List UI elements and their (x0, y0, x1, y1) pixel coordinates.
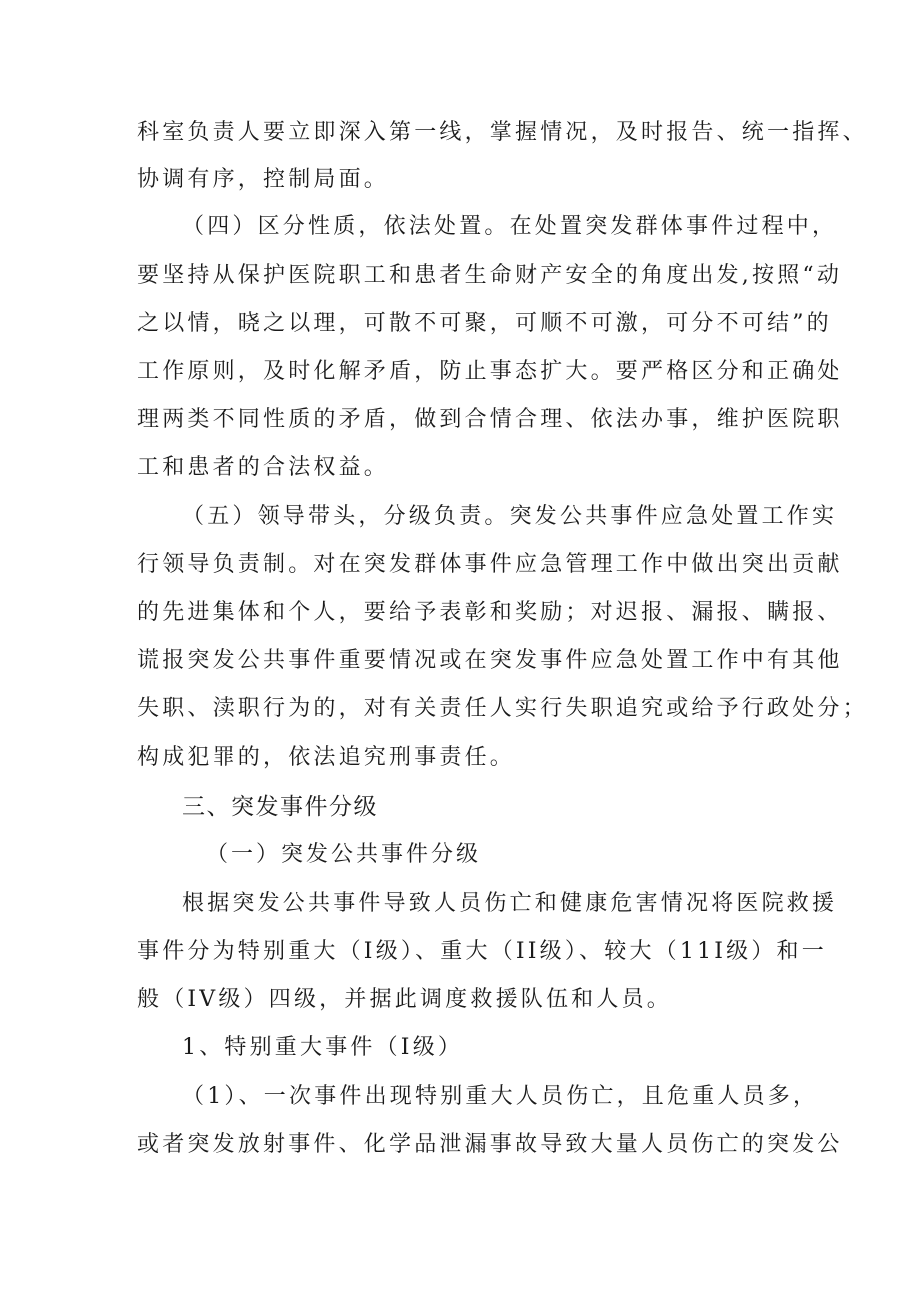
paragraph-line: 行领导负责制。对在突发群体事件应急管理工作中做出突出贡献 (137, 552, 843, 577)
paragraph-line: 谎报突发公共事件重要情况或在突发事件应急处置工作中有其他 (137, 648, 843, 673)
paragraph-line: （五）领导带头，分级负责。突发公共事件应急处置工作实 (182, 504, 838, 529)
paragraph-line: 构成犯罪的，依法追究刑事责任。 (137, 745, 516, 770)
paragraph-line: 失职、渎职行为的，对有关责任人实行失职追究或给予行政处分； (137, 696, 868, 721)
list-item-heading: 1、特别重大事件（I级） (182, 1035, 464, 1060)
paragraph-line: 般（IV级）四级，并据此调度救援队伍和人员。 (137, 987, 672, 1012)
paragraph-line: 工和患者的合法权益。 (137, 455, 390, 480)
paragraph-line: 之以情，晓之以理，可散不可聚，可顺不可激，可分不可结”的 (137, 311, 832, 336)
paragraph-line: 要坚持从保护医院职工和患者生命财产安全的角度出发,按照“动 (137, 263, 843, 288)
paragraph-line: （四）区分性质，依法处置。在处置突发群体事件过程中， (182, 214, 838, 239)
paragraph-line: 科室负责人要立即深入第一线，掌握情况，及时报告、统一指挥、 (137, 120, 868, 145)
section-heading: 三、突发事件分级 (182, 794, 378, 820)
paragraph-line: 的先进集体和个人，要给予表彰和奖励；对迟报、漏报、瞒报、 (137, 600, 843, 625)
paragraph-line: 或者突发放射事件、化学品泄漏事故导致大量人员伤亡的突发公 (137, 1132, 843, 1157)
paragraph-line: 理两类不同性质的矛盾，做到合情合理、依法办事，维护医院职 (137, 407, 843, 432)
paragraph-line: 根据突发公共事件导致人员伤亡和健康危害情况将医院救援 (182, 891, 838, 916)
paragraph-line: （1）、一次事件出现特别重大人员伤亡，且危重人员多， (182, 1084, 819, 1109)
subsection-heading: （一）突发公共事件分级 (206, 842, 482, 867)
paragraph-line: 事件分为特别重大（I级）、重大（II级）、较大（11I级）和一 (137, 939, 827, 964)
paragraph-line: 协调有序，控制局面。 (137, 167, 390, 192)
paragraph-line: 工作原则，及时化解矛盾，防止事态扩大。要严格区分和正确处 (137, 359, 843, 384)
